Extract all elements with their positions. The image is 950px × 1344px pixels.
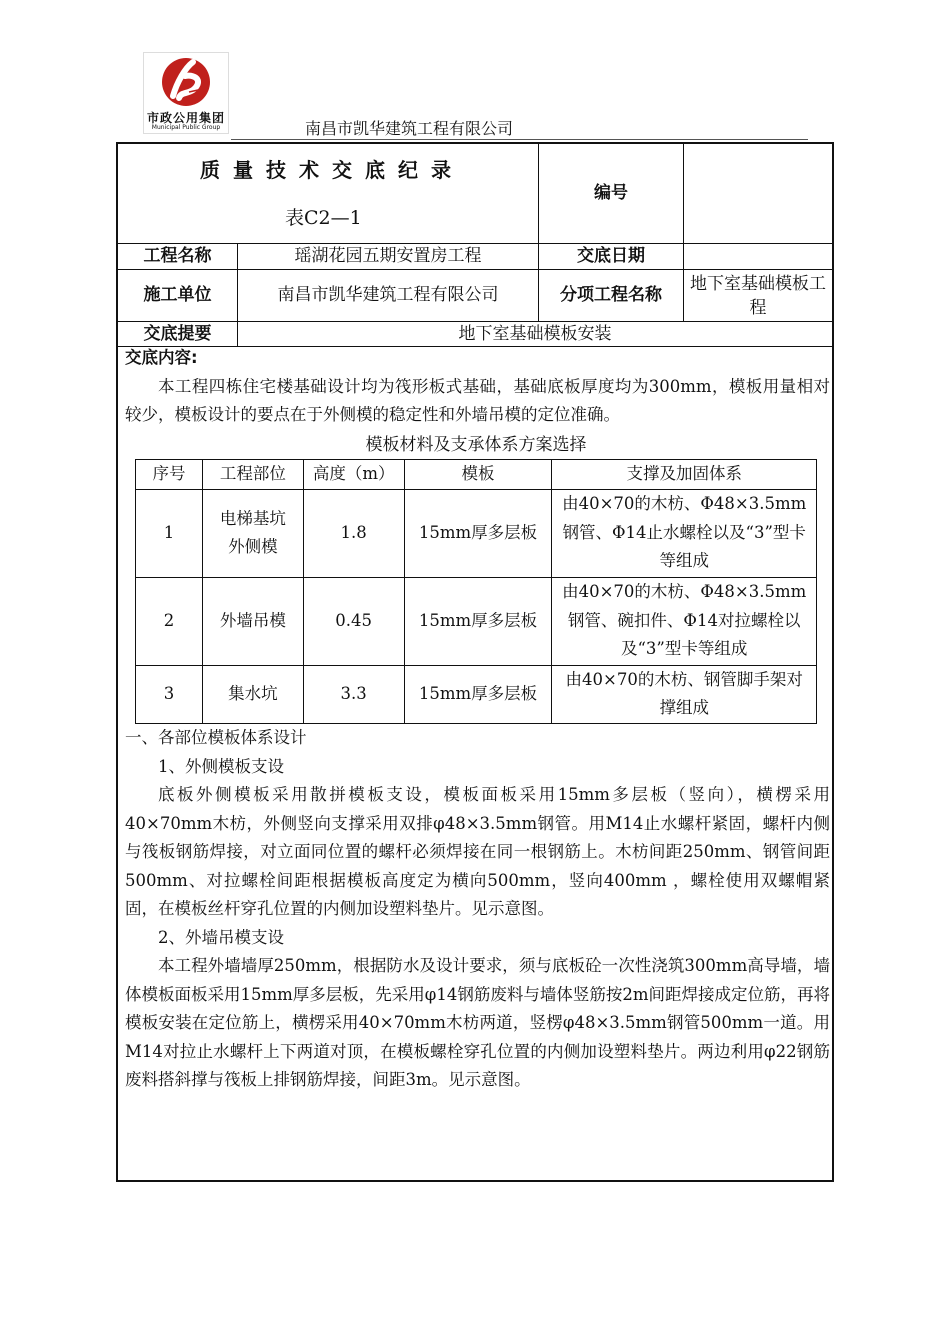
number-label: 编号 bbox=[594, 183, 628, 203]
sub-project-value: 地下室基础模板工程 bbox=[690, 273, 826, 318]
table-cell: 1.8 bbox=[303, 489, 404, 577]
table-header-cell: 工程部位 bbox=[202, 460, 303, 490]
header-rule bbox=[231, 139, 808, 140]
table-cell: 15mm厚多层板 bbox=[404, 489, 552, 577]
table-header-cell: 序号 bbox=[136, 460, 203, 490]
number-value[interactable] bbox=[684, 144, 832, 243]
table-row bbox=[136, 489, 817, 577]
table-cell: 15mm厚多层板 bbox=[404, 577, 552, 665]
table-cell: 0.45 bbox=[303, 577, 404, 665]
table-header-row bbox=[136, 460, 817, 490]
table-cell: 由40×70的木枋、Φ48×3.5mm钢管、碗扣件、Φ14对拉螺栓以及“3”型卡等组成 bbox=[552, 577, 817, 665]
unit-label: 施工单位 bbox=[143, 285, 212, 305]
unit-value: 南昌市凯华建筑工程有限公司 bbox=[277, 285, 499, 305]
table-header-cell: 支撑及加固体系 bbox=[552, 460, 817, 490]
intro-paragraph: 本工程四栋住宅楼基础设计均为筏形板式基础，基础底板厚度均为300mm，模板用量相对较少，模板设计的要点在于外侧模的稳定性和外墙吊模的定位准确。 bbox=[125, 376, 830, 424]
table-header-cell: 模板 bbox=[404, 460, 552, 490]
project-value: 瑶湖花园五期安置房工程 bbox=[294, 246, 482, 266]
section-heading: 一、各部位模板体系设计 bbox=[125, 728, 307, 747]
table-cell: 2 bbox=[136, 577, 203, 665]
table-header-cell: 高度（m） bbox=[303, 460, 404, 490]
table-row bbox=[136, 665, 817, 723]
form-title: 质量技术交底纪录 bbox=[200, 158, 464, 182]
table-row bbox=[136, 577, 817, 665]
content-label: 交底内容: bbox=[125, 348, 198, 367]
table-cell: 由40×70的木枋、钢管脚手架对撑组成 bbox=[552, 665, 817, 723]
table-cell: 3.3 bbox=[303, 665, 404, 723]
content-body bbox=[125, 724, 830, 1095]
table-cell: 3 bbox=[136, 665, 203, 723]
table-cell: 1 bbox=[136, 489, 203, 577]
table-cell: 外墙吊模 bbox=[202, 577, 303, 665]
summary-value: 地下室基础模板安装 bbox=[458, 323, 612, 344]
summary-label: 交底提要 bbox=[143, 323, 212, 344]
content-intro bbox=[125, 344, 830, 430]
paragraph: 本工程外墙墙厚250mm，根据防水及设计要求，须与底板砼一次性浇筑300mm高导墙，墙体模板面板采用15mm厚多层板，先采用φ14钢筋废料与墙体竖筋按2m间距焊接成定位筋，再将模板安装在定位筋上，横楞采用40×70mm木枋两道，竖楞φ48×3.5mm钢管500mm一道。用M14对拉止水螺杆上下两道对顶，在模板螺栓穿孔位置的内侧加设塑料垫片。两边利用φ22钢筋废料搭斜撑与筏板上排钢筋焊接，间距3m。见示意图。 bbox=[125, 956, 830, 1089]
table-cell: 电梯基坑外侧模 bbox=[202, 489, 303, 577]
table-cell: 15mm厚多层板 bbox=[404, 665, 552, 723]
company-header: 南昌市凯华建筑工程有限公司 bbox=[305, 119, 514, 138]
table-caption: 模板材料及支承体系方案选择 bbox=[365, 435, 587, 455]
project-label: 工程名称 bbox=[143, 246, 212, 266]
table-cell: 由40×70的木枋、Φ48×3.5mm钢管、Φ14止水螺栓以及“3”型卡等组成 bbox=[552, 489, 817, 577]
table-cell: 集水坑 bbox=[202, 665, 303, 723]
logo-subtext: Municipal Public Group bbox=[151, 124, 221, 131]
sub-project-label: 分项工程名称 bbox=[560, 285, 662, 305]
date-label: 交底日期 bbox=[577, 246, 645, 266]
paragraph: 底板外侧模板采用散拼模板支设，模板面板采用15mm多层板（竖向），横楞采用40×70mm木枋，外侧竖向支撑采用双排φ48×3.5mm钢管。用M14止水螺杆紧固，螺杆内侧与筏板钢筋焊接，对立面同位置的螺杆必须焊接在同一根钢筋上。木枋间距250mm、钢管间距500mm、对拉螺栓间距根据模板高度定为横向500mm，竖向400mm ，螺栓使用双螺帽紧固，在模板丝杆穿孔位置的内侧加设塑料垫片。见示意图。 bbox=[125, 785, 830, 918]
logo-text: 市政公用集团 bbox=[146, 111, 225, 125]
form-number: 表C2—1 bbox=[285, 207, 362, 229]
sub-heading: 1、外侧模板支设 bbox=[158, 756, 284, 776]
sub-heading: 2、外墙吊模支设 bbox=[158, 927, 284, 947]
date-value[interactable] bbox=[684, 244, 832, 269]
scheme-table bbox=[135, 459, 817, 724]
